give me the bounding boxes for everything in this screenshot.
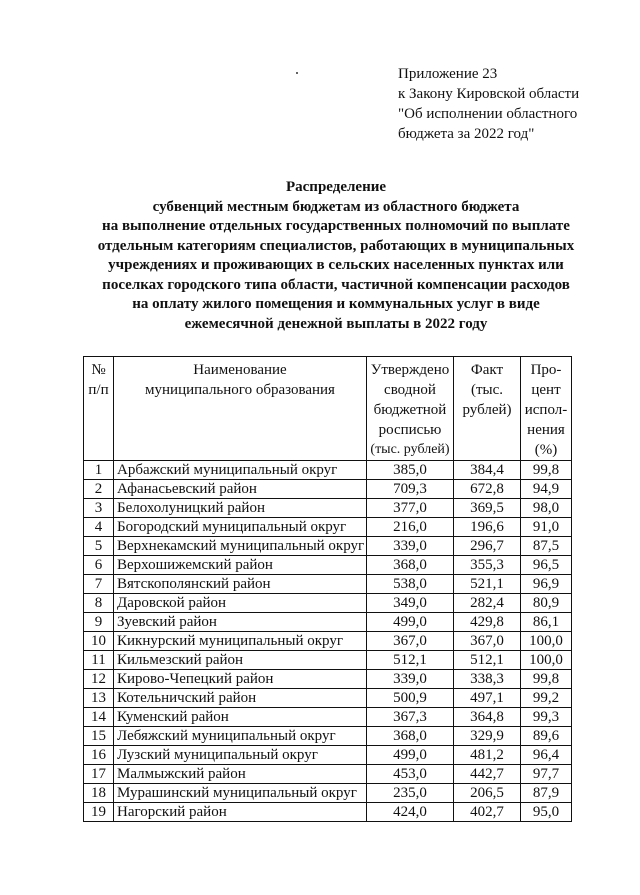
row-fact: 481,2: [454, 746, 521, 765]
row-plan: 512,1: [367, 651, 454, 670]
row-plan: 235,0: [367, 784, 454, 803]
title-line: на выполнение отдельных государственных полномочий по выплате: [102, 218, 570, 234]
table-row: [84, 632, 572, 651]
row-name: Малмыжский район: [114, 765, 367, 784]
row-fact: 282,4: [454, 594, 521, 613]
table-row: [84, 708, 572, 727]
row-plan: 367,3: [367, 708, 454, 727]
row-fact: 329,9: [454, 727, 521, 746]
row-fact: 367,0: [454, 632, 521, 651]
row-plan: 349,0: [367, 594, 454, 613]
table-row: [84, 461, 572, 480]
row-fact: 369,5: [454, 499, 521, 518]
row-plan: 538,0: [367, 575, 454, 594]
row-num: 10: [84, 632, 114, 651]
table-row: [84, 613, 572, 632]
row-name: Куменский район: [114, 708, 367, 727]
header-line: (%): [534, 442, 558, 458]
table-row: [84, 784, 572, 803]
row-name: Даровской район: [114, 594, 367, 613]
row-name: Вятскополянский район: [114, 575, 367, 594]
header-pct: [521, 357, 572, 461]
table-row: [84, 556, 572, 575]
row-pct: 99,3: [521, 708, 572, 727]
header-line: цент: [531, 382, 561, 398]
table-row: [84, 765, 572, 784]
row-name: Котельничский район: [114, 689, 367, 708]
row-pct: 96,4: [521, 746, 572, 765]
row-fact: 429,8: [454, 613, 521, 632]
row-num: 7: [84, 575, 114, 594]
header-line: бюджетной: [373, 402, 447, 418]
table-row: [84, 727, 572, 746]
table-row: [84, 518, 572, 537]
header-line: росписью: [378, 422, 442, 438]
row-num: 12: [84, 670, 114, 689]
row-name: Арбажский муниципальный округ: [114, 461, 367, 480]
row-num: 15: [84, 727, 114, 746]
row-name: Белохолуницкий район: [114, 499, 367, 518]
row-num: 8: [84, 594, 114, 613]
row-fact: 296,7: [454, 537, 521, 556]
row-name: Кильмезский район: [114, 651, 367, 670]
table-row: [84, 670, 572, 689]
subsidy-table: [83, 356, 572, 822]
table-row: [84, 594, 572, 613]
row-pct: 100,0: [521, 651, 572, 670]
row-num: 18: [84, 784, 114, 803]
row-plan: 368,0: [367, 556, 454, 575]
row-pct: 98,0: [521, 499, 572, 518]
row-num: 13: [84, 689, 114, 708]
header-fact: [454, 357, 521, 461]
document-title: [60, 178, 612, 334]
table-row: [84, 480, 572, 499]
appendix-line: Приложение 23: [398, 66, 498, 82]
row-name: Мурашинский муниципальный округ: [114, 784, 367, 803]
row-pct: 91,0: [521, 518, 572, 537]
row-fact: 402,7: [454, 803, 521, 822]
header-line: Утверждено: [370, 362, 450, 378]
row-fact: 206,5: [454, 784, 521, 803]
row-name: Лузский муниципальный округ: [114, 746, 367, 765]
title-line: ежемесячной денежной выплаты в 2022 году: [184, 315, 488, 332]
title-line: субвенций местным бюджетам из областного бюджета: [152, 198, 520, 215]
appendix-note: [398, 64, 630, 144]
row-plan: 499,0: [367, 746, 454, 765]
header-plan: [367, 357, 454, 461]
row-plan: 367,0: [367, 632, 454, 651]
row-name: Верхнекамский муниципальный округ: [114, 537, 367, 556]
header-line: испол-: [524, 402, 568, 418]
row-plan: 424,0: [367, 803, 454, 822]
header-line: муниципального образования: [145, 382, 335, 398]
row-fact: 196,6: [454, 518, 521, 537]
row-pct: 89,6: [521, 727, 572, 746]
row-plan: 385,0: [367, 461, 454, 480]
appendix-line: бюджета за 2022 год": [398, 126, 535, 142]
row-pct: 95,0: [521, 803, 572, 822]
row-fact: 512,1: [454, 651, 521, 670]
row-plan: 453,0: [367, 765, 454, 784]
title-line: учреждениях и проживающих в сельских населенных пунктах или: [108, 257, 564, 273]
row-num: 4: [84, 518, 114, 537]
row-name: Богородский муниципальный округ: [114, 518, 367, 537]
row-fact: 364,8: [454, 708, 521, 727]
row-fact: 355,3: [454, 556, 521, 575]
row-pct: 87,5: [521, 537, 572, 556]
row-pct: 100,0: [521, 632, 572, 651]
title-line: поселках городского типа области, частичной компенсации расходов: [102, 276, 570, 293]
row-num: 19: [84, 803, 114, 822]
row-pct: 80,9: [521, 594, 572, 613]
row-fact: 442,7: [454, 765, 521, 784]
table-row: [84, 803, 572, 822]
row-num: 16: [84, 746, 114, 765]
row-pct: 94,9: [521, 480, 572, 499]
row-num: 5: [84, 537, 114, 556]
row-name: Нагорский район: [114, 803, 367, 822]
row-plan: 368,0: [367, 727, 454, 746]
header-line: №: [91, 362, 106, 378]
header-line: рублей): [462, 402, 512, 418]
row-num: 14: [84, 708, 114, 727]
row-pct: 97,7: [521, 765, 572, 784]
row-num: 17: [84, 765, 114, 784]
row-plan: 499,0: [367, 613, 454, 632]
table-row: [84, 499, 572, 518]
row-plan: 339,0: [367, 537, 454, 556]
table-header-row: [84, 357, 572, 461]
header-line: Факт: [470, 362, 504, 378]
title-line: на оплату жилого помещения и коммунальных услуг в виде: [132, 296, 540, 312]
appendix-line: "Об исполнении областного: [398, 106, 578, 122]
row-name: Кикнурский муниципальный округ: [114, 632, 367, 651]
title-line: Распределение: [285, 179, 387, 195]
table-row: [84, 575, 572, 594]
header-line: Наименование: [193, 362, 287, 378]
row-pct: 99,8: [521, 461, 572, 480]
row-plan: 709,3: [367, 480, 454, 499]
title-line: отдельным категориям специалистов, работающих в муниципальных: [97, 237, 575, 254]
row-plan: 377,0: [367, 499, 454, 518]
header-line: (тыс. рублей): [370, 442, 450, 457]
row-num: 9: [84, 613, 114, 632]
row-pct: 86,1: [521, 613, 572, 632]
row-plan: 339,0: [367, 670, 454, 689]
row-num: 2: [84, 480, 114, 499]
header-line: п/п: [88, 382, 109, 398]
table-row: [84, 746, 572, 765]
header-line: нения: [527, 422, 565, 438]
row-num: 1: [84, 461, 114, 480]
table-row: [84, 537, 572, 556]
row-name: Верхошижемский район: [114, 556, 367, 575]
row-name: Кирово-Чепецкий район: [114, 670, 367, 689]
header-line: сводной: [384, 382, 436, 398]
row-plan: 500,9: [367, 689, 454, 708]
row-name: Афанасьевский район: [114, 480, 367, 499]
row-pct: 99,8: [521, 670, 572, 689]
table-row: [84, 651, 572, 670]
row-pct: 99,2: [521, 689, 572, 708]
row-pct: 96,5: [521, 556, 572, 575]
row-pct: 96,9: [521, 575, 572, 594]
row-fact: 497,1: [454, 689, 521, 708]
row-name: Лебяжский муниципальный округ: [114, 727, 367, 746]
header-line: (тыс.: [470, 382, 504, 398]
row-fact: 521,1: [454, 575, 521, 594]
header-line: Про-: [530, 362, 562, 378]
row-name: Зуевский район: [114, 613, 367, 632]
table-row: [84, 689, 572, 708]
row-fact: 338,3: [454, 670, 521, 689]
header-num: [84, 357, 114, 461]
header-name: [114, 357, 367, 461]
row-num: 6: [84, 556, 114, 575]
scan-speck: [296, 72, 298, 74]
row-num: 11: [84, 651, 114, 670]
row-fact: 384,4: [454, 461, 521, 480]
row-num: 3: [84, 499, 114, 518]
row-fact: 672,8: [454, 480, 521, 499]
row-pct: 87,9: [521, 784, 572, 803]
appendix-line: к Закону Кировской области: [398, 86, 580, 102]
row-plan: 216,0: [367, 518, 454, 537]
